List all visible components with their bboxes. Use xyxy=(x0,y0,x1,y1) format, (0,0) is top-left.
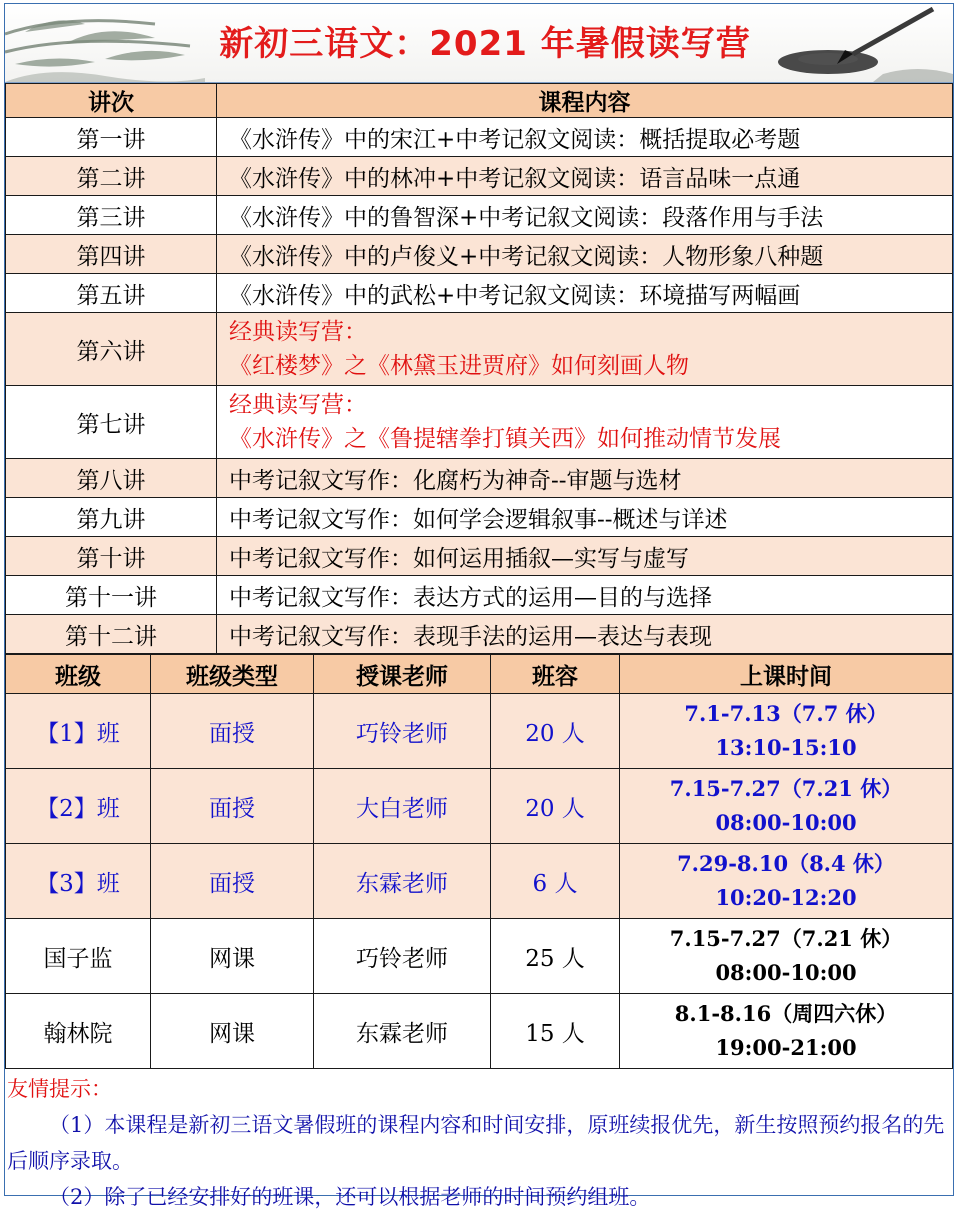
table-row xyxy=(6,769,953,844)
table-row xyxy=(6,994,953,1069)
lecture-content: 《水浒传》中的鲁智深+中考记叙文阅读：段落作用与手法 xyxy=(217,196,953,235)
class-capacity: 20 人 xyxy=(491,694,620,769)
table-row xyxy=(6,615,953,654)
table-row xyxy=(6,919,953,994)
tips-title: 友情提示： xyxy=(7,1077,112,1101)
class-dates: 7.29-8.10（8.4 休） xyxy=(677,851,895,876)
lecture-session: 第十一讲 xyxy=(6,576,217,615)
class-capacity: 6 人 xyxy=(491,844,620,919)
class-header-row xyxy=(6,655,953,694)
header-content: 课程内容 xyxy=(217,84,953,118)
header-capacity: 班容 xyxy=(491,655,620,694)
banner xyxy=(5,4,953,83)
lecture-content xyxy=(217,313,953,386)
lecture-session: 第八讲 xyxy=(6,459,217,498)
header-time: 上课时间 xyxy=(620,655,953,694)
table-row xyxy=(6,694,953,769)
class-hours: 13:10-15:10 xyxy=(715,735,857,760)
lecture-content: 中考记叙文写作：如何学会逻辑叙事--概述与详述 xyxy=(217,498,953,537)
lecture-session: 第十讲 xyxy=(6,537,217,576)
table-row xyxy=(6,274,953,313)
lecture-session: 第七讲 xyxy=(6,386,217,459)
table-row xyxy=(6,157,953,196)
table-row xyxy=(6,386,953,459)
class-hours: 19:00-21:00 xyxy=(715,1035,857,1060)
class-name: 翰林院 xyxy=(6,994,151,1069)
lecture-content: 中考记叙文写作：表现手法的运用—表达与表现 xyxy=(217,615,953,654)
class-dates: 8.1-8.16（周四六休） xyxy=(674,1001,898,1026)
class-type: 面授 xyxy=(151,844,314,919)
lecture-header-row xyxy=(6,84,953,118)
class-hours: 10:20-12:20 xyxy=(715,885,857,910)
table-row xyxy=(6,235,953,274)
class-time xyxy=(620,694,953,769)
class-dates: 7.15-7.27（7.21 休） xyxy=(669,926,903,951)
lecture-content-line2: 《红楼梦》之《林黛玉进贾府》如何刻画人物 xyxy=(229,353,689,379)
tip-item: （2）除了已经安排好的班课，还可以根据老师的时间预约组班。 xyxy=(49,1185,651,1209)
class-type: 网课 xyxy=(151,994,314,1069)
header-type: 班级类型 xyxy=(151,655,314,694)
class-capacity: 25 人 xyxy=(491,919,620,994)
lecture-content: 中考记叙文写作：表达方式的运用—目的与选择 xyxy=(217,576,953,615)
lecture-session: 第五讲 xyxy=(6,274,217,313)
lecture-session: 第三讲 xyxy=(6,196,217,235)
table-row xyxy=(6,313,953,386)
class-name: 【3】班 xyxy=(6,844,151,919)
class-name: 国子监 xyxy=(6,919,151,994)
table-row xyxy=(6,498,953,537)
class-hours: 08:00-10:00 xyxy=(715,810,857,835)
class-name: 【2】班 xyxy=(6,769,151,844)
class-name: 【1】班 xyxy=(6,694,151,769)
header-class: 班级 xyxy=(6,655,151,694)
class-teacher: 巧铃老师 xyxy=(314,919,491,994)
table-row xyxy=(6,537,953,576)
schedule-page xyxy=(4,3,954,1209)
tip-item: （1）本课程是新初三语文暑假班的课程内容和时间安排，原班续报优先，新生按照预约报名的先后顺序录取。 xyxy=(7,1113,945,1173)
lecture-content: 《水浒传》中的林冲+中考记叙文阅读：语言品味一点通 xyxy=(217,157,953,196)
lecture-content: 《水浒传》中的武松+中考记叙文阅读：环境描写两幅画 xyxy=(217,274,953,313)
ink-brush-icon xyxy=(733,4,953,82)
table-row xyxy=(6,196,953,235)
lecture-content: 中考记叙文写作：化腐朽为神奇--审题与选材 xyxy=(217,459,953,498)
header-session: 讲次 xyxy=(6,84,217,118)
lecture-session: 第十二讲 xyxy=(6,615,217,654)
class-time xyxy=(620,844,953,919)
lecture-session: 第四讲 xyxy=(6,235,217,274)
class-time xyxy=(620,769,953,844)
lecture-content: 《水浒传》中的宋江+中考记叙文阅读：概括提取必考题 xyxy=(217,118,953,157)
class-hours: 08:00-10:00 xyxy=(715,960,857,985)
lecture-session: 第二讲 xyxy=(6,157,217,196)
lecture-session: 第六讲 xyxy=(6,313,217,386)
class-type: 网课 xyxy=(151,919,314,994)
class-capacity: 15 人 xyxy=(491,994,620,1069)
class-time xyxy=(620,919,953,994)
class-teacher: 东霖老师 xyxy=(314,844,491,919)
table-row xyxy=(6,459,953,498)
lecture-content xyxy=(217,386,953,459)
lecture-content-line2: 《水浒传》之《鲁提辖拳打镇关西》如何推动情节发展 xyxy=(229,426,781,452)
class-teacher: 巧铃老师 xyxy=(314,694,491,769)
header-teacher: 授课老师 xyxy=(314,655,491,694)
table-row xyxy=(6,576,953,615)
class-time xyxy=(620,994,953,1069)
table-row xyxy=(6,118,953,157)
class-type: 面授 xyxy=(151,694,314,769)
class-teacher: 大白老师 xyxy=(314,769,491,844)
class-dates: 7.15-7.27（7.21 休） xyxy=(669,776,903,801)
table-row xyxy=(6,844,953,919)
lecture-session: 第一讲 xyxy=(6,118,217,157)
lecture-table xyxy=(5,83,953,654)
class-capacity: 20 人 xyxy=(491,769,620,844)
lecture-content: 《水浒传》中的卢俊义+中考记叙文阅读：人物形象八种题 xyxy=(217,235,953,274)
lecture-session: 第九讲 xyxy=(6,498,217,537)
tips-section xyxy=(5,1069,953,1215)
lecture-content: 中考记叙文写作：如何运用插叙—实写与虚写 xyxy=(217,537,953,576)
lecture-content-line1: 经典读写营： xyxy=(229,392,367,418)
class-dates: 7.1-7.13（7.7 休） xyxy=(684,701,888,726)
class-teacher: 东霖老师 xyxy=(314,994,491,1069)
class-table xyxy=(5,654,953,1069)
page-title: 新初三语文：2021 年暑假读写营 xyxy=(219,24,751,64)
lecture-content-line1: 经典读写营： xyxy=(229,319,367,345)
class-type: 面授 xyxy=(151,769,314,844)
bamboo-decoration-icon xyxy=(5,4,205,82)
